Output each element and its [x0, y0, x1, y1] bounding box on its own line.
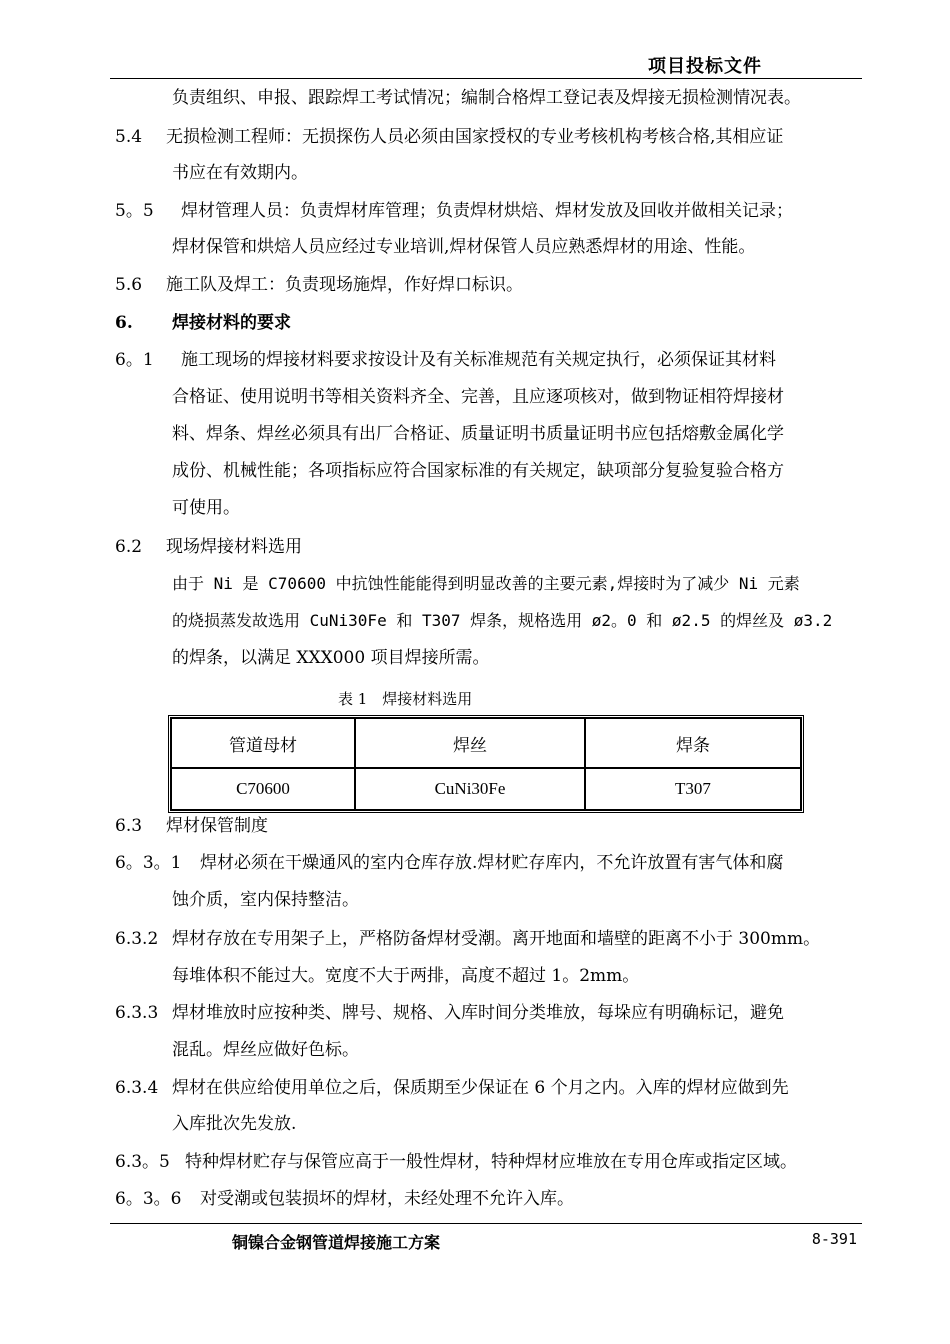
materials-table: [168, 715, 804, 813]
table-row: [171, 768, 801, 810]
section-number: 6.3.3: [115, 1003, 159, 1023]
section-number: 6。3。6: [115, 1189, 182, 1209]
section-number: 6。3。1: [115, 853, 182, 873]
text-line: 料、焊条、焊丝必须具有出厂合格证、质量证明书质量证明书应包括熔敷金属化学: [172, 424, 784, 444]
text-line: 焊材堆放时应按种类、牌号、规格、入库时间分类堆放，每垛应有明确标记，避免: [172, 1003, 784, 1023]
text-line: 焊材保管和烘焙人员应经过专业培训,焊材保管人员应熟悉焊材的用途、性能。: [172, 237, 756, 257]
text-line: 焊材保管制度: [166, 816, 268, 836]
text-line: 的焊条，以满足 XXX000 项目焊接所需。: [172, 648, 490, 668]
section-number: 6.2: [115, 537, 143, 557]
text-line: 成份、机械性能；各项指标应符合国家标准的有关规定，缺项部分复验复验合格方: [172, 461, 784, 481]
text-line: 混乱。焊丝应做好色标。: [172, 1040, 359, 1060]
text-line: 焊材必须在干燥通风的室内仓库存放.焊材贮存库内，不允许放置有害气体和腐: [200, 853, 784, 873]
table-cell: T307: [585, 768, 801, 810]
text-line: 施工现场的焊接材料要求按设计及有关标准规范有关规定执行，必须保证其材料: [181, 350, 776, 370]
text-line: 焊材在供应给使用单位之后，保质期至少保证在 6 个月之内。入库的焊材应做到先: [172, 1078, 789, 1098]
section-number: 6.3.4: [115, 1078, 159, 1098]
page-number: 8-391: [811, 1230, 857, 1248]
header-title: 项目投标文件: [648, 56, 762, 77]
table-header-cell: 管道母材: [171, 718, 355, 768]
text-line: 由于 Ni 是 C70600 中抗蚀性能能得到明显改善的主要元素,焊接时为了减少 Ni 元素: [172, 574, 800, 593]
text-line: 无损检测工程师：无损探伤人员必须由国家授权的专业考核机构考核合格,其相应证: [166, 127, 784, 147]
text-line: 焊材存放在专用架子上，严格防备焊材受潮。离开地面和墙壁的距离不小于 300mm。: [172, 929, 821, 949]
text-line: 蚀介质，室内保持整洁。: [172, 890, 359, 910]
text-line: 合格证、使用说明书等相关资料齐全、完善，且应逐项核对，做到物证相符焊接材: [172, 387, 784, 407]
table-header-row: [171, 718, 801, 768]
text-line: 书应在有效期内。: [172, 163, 308, 183]
text-line: 焊材管理人员：负责焊材库管理；负责焊材烘焙、焊材发放及回收并做相关记录；: [181, 201, 793, 221]
table-header-cell: 焊条: [585, 718, 801, 768]
section-number: 5.4: [115, 127, 143, 147]
text-line: 可使用。: [172, 498, 240, 518]
section-number: 6.: [115, 313, 133, 333]
section-number: 6.3.2: [115, 929, 159, 949]
footer-title: 铜镍合金钢管道焊接施工方案: [232, 1233, 441, 1252]
table-cell: C70600: [171, 768, 355, 810]
text-line: 入库批次先发放.: [172, 1114, 297, 1134]
table-caption: 表 1 焊接材料选用: [338, 690, 473, 708]
footer-rule: [110, 1223, 862, 1224]
text-line: 每堆体积不能过大。宽度不大于两排，高度不超过 1。2mm。: [172, 966, 640, 986]
section-heading: 焊接材料的要求: [172, 313, 291, 333]
text-line: 施工队及焊工：负责现场施焊，作好焊口标识。: [166, 275, 523, 295]
table-cell: CuNi30Fe: [355, 768, 585, 810]
section-number: 6.3: [115, 816, 143, 836]
text-line: 的烧损蒸发故选用 CuNi30Fe 和 T307 焊条，规格选用 ø2。0 和 ø2.5 的焊丝及 ø3.2: [172, 611, 833, 630]
table-header-cell: 焊丝: [355, 718, 585, 768]
text-line: 特种焊材贮存与保管应高于一般性焊材，特种焊材应堆放在专用仓库或指定区域。: [185, 1152, 797, 1172]
section-number: 6。1: [115, 350, 154, 370]
section-number: 6.3。5: [115, 1152, 170, 1172]
text-line: 负责组织、申报、跟踪焊工考试情况；编制合格焊工登记表及焊接无损检测情况表。: [172, 88, 801, 108]
header-rule: [110, 78, 862, 79]
section-number: 5.6: [115, 275, 143, 295]
text-line: 对受潮或包装损坏的焊材，未经处理不允许入库。: [200, 1189, 574, 1209]
text-line: 现场焊接材料选用: [166, 537, 302, 557]
section-number: 5。5: [115, 201, 154, 221]
